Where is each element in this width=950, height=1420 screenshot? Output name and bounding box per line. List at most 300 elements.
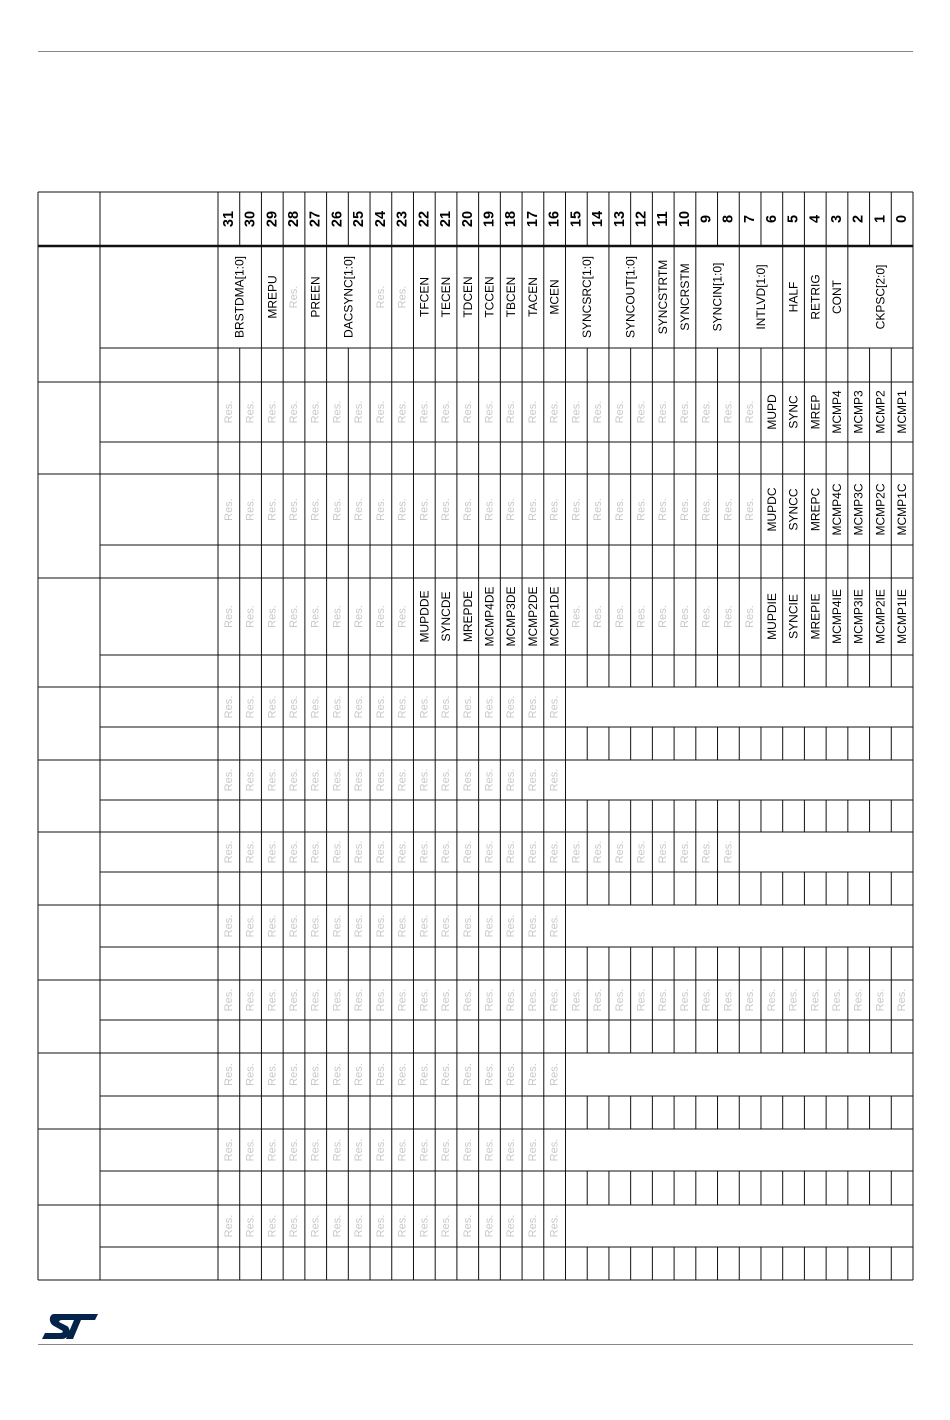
reserved-bit-label: Res.	[613, 605, 626, 628]
reserved-bit-label: Res.	[548, 914, 561, 938]
reserved-bit-label: Res.	[526, 840, 539, 864]
field-label-mcmp1ie: MCMP1IE	[895, 589, 910, 644]
reserved-bit-label: Res.	[461, 400, 474, 424]
field-label-mupdc: MUPDC	[764, 487, 779, 532]
st-logo-icon	[40, 1312, 102, 1342]
reserved-bit-label: Res.	[526, 1063, 539, 1086]
reserved-bit-label: Res.	[483, 840, 496, 864]
reserved-bit-label: Res.	[526, 768, 539, 792]
reserved-bit-label: Res.	[679, 605, 691, 628]
field-label-retrig: RETRIG	[808, 274, 823, 320]
field-label-cont: CONT	[830, 280, 844, 314]
reserved-bit-label: Res.	[222, 605, 235, 628]
reserved-bit-label: Res.	[744, 605, 757, 628]
reserved-bit-label: Res.	[548, 1138, 561, 1162]
reserved-bit-label: Res.	[396, 498, 409, 521]
reserved-bit-label: Res.	[353, 914, 366, 938]
reserved-bit-label: Res.	[635, 605, 648, 628]
field-label-tacen: TACEN	[525, 277, 540, 317]
field-label-mcmp4de: MCMP4DE	[482, 586, 497, 647]
reserved-bit-label: Res.	[526, 914, 539, 938]
bit-number-28: 28	[286, 210, 302, 228]
reserved-bit-label: Res.	[570, 605, 583, 628]
reserved-bit-label: Res.	[461, 1138, 474, 1162]
bit-number-8: 8	[720, 214, 737, 224]
reserved-bit-label: Res.	[374, 840, 387, 864]
reserved-bit-label: Res.	[722, 605, 735, 628]
reserved-bit-label: Res.	[244, 498, 257, 521]
reserved-bit-label: Res.	[331, 840, 344, 864]
reserved-bit-label: Res.	[505, 1214, 518, 1238]
field-label-syncde: SYNCDE	[439, 591, 453, 642]
reserved-bit-label: Res.	[526, 1138, 539, 1162]
bit-number-4: 4	[807, 214, 824, 224]
reserved-bit-label: Res.	[505, 988, 518, 1012]
bit-number-3: 3	[829, 214, 845, 224]
reserved-bit-label: Res.	[244, 1138, 257, 1162]
reserved-bit-label: Res.	[288, 1063, 300, 1086]
reserved-bit-label: Res.	[374, 605, 387, 628]
field-label-mupd: MUPD	[764, 394, 779, 430]
field-label-tdcen: TDCEN	[460, 276, 475, 318]
reserved-bit-label: Res.	[288, 914, 300, 938]
field-label-ckpsc-2-0-: CKPSC[2:0]	[873, 264, 888, 330]
reserved-bit-label: Res.	[461, 1063, 474, 1086]
field-label-mcmp1de: MCMP1DE	[547, 586, 562, 647]
field-label-sync: SYNC	[786, 395, 801, 429]
reserved-bit-label: Res.	[353, 840, 366, 864]
reserved-bit-label: Res.	[244, 695, 257, 719]
reserved-bit-label: Res.	[331, 1214, 344, 1238]
reserved-bit-label: Res.	[722, 988, 735, 1012]
reserved-bit-label: Res.	[309, 1138, 322, 1162]
reserved-bit-label: Res.	[613, 498, 626, 521]
reserved-bit-label: Res.	[744, 988, 757, 1012]
reserved-bit-label: Res.	[353, 400, 366, 424]
reserved-bit-label: Res.	[222, 914, 235, 938]
reserved-bit-label: Res.	[222, 840, 235, 864]
reserved-bit-label: Res.	[418, 840, 431, 864]
reserved-bit-label: Res.	[461, 914, 474, 938]
bit-number-5: 5	[785, 214, 802, 224]
reserved-bit-label: Res.	[657, 400, 670, 424]
reserved-bit-label: Res.	[679, 840, 691, 864]
reserved-bit-label: Res.	[440, 1214, 452, 1238]
reserved-bit-label: Res.	[787, 988, 800, 1012]
field-label-mcen: MCEN	[547, 279, 562, 315]
reserved-bit-label: Res.	[548, 768, 561, 792]
reserved-bit-label: Res.	[483, 914, 496, 938]
reserved-bit-label: Res.	[418, 1063, 431, 1086]
bit-number-0: 0	[894, 214, 911, 224]
reserved-bit-label: Res.	[309, 695, 322, 719]
reserved-bit-label: Res.	[483, 400, 496, 424]
reserved-bit-label: Res.	[374, 988, 387, 1012]
bit-number-9: 9	[698, 214, 715, 224]
reserved-bit-label: Res.	[613, 400, 626, 424]
bit-number-13: 13	[611, 210, 628, 228]
bit-number-7: 7	[742, 214, 759, 224]
reserved-bit-label: Res.	[635, 988, 648, 1012]
field-label-syncsrc-1-0-: SYNCSRC[1:0]	[580, 255, 595, 339]
field-label-brstdma-1-0-: BRSTDMA[1:0]	[232, 255, 247, 339]
reserved-bit-label: Res.	[331, 1063, 344, 1086]
field-label-syncin-1-0-: SYNCIN[1:0]	[710, 262, 725, 332]
reserved-bit-label: Res.	[483, 695, 496, 719]
reserved-bit-label: Res.	[374, 1214, 387, 1238]
bit-number-23: 23	[394, 210, 411, 228]
reserved-bit-label: Res.	[331, 988, 344, 1012]
reserved-bit-label: Res.	[309, 1214, 322, 1238]
reserved-bit-label: Res.	[613, 988, 626, 1012]
reserved-bit-label: Res.	[809, 988, 822, 1012]
reserved-bit-label: Res.	[570, 988, 583, 1012]
reserved-bit-label: Res.	[309, 840, 322, 864]
st-logo	[40, 1312, 102, 1347]
reserved-bit-label: Res.	[288, 1214, 300, 1238]
field-label-mcmp1c: MCMP1C	[895, 483, 910, 536]
field-label-mcmp2: MCMP2	[873, 390, 888, 434]
reserved-bit-label: Res.	[613, 840, 626, 864]
reserved-bit-label: Res.	[679, 400, 691, 424]
reserved-bit-label: Res.	[700, 498, 713, 521]
reserved-bit-label: Res.	[396, 695, 409, 719]
reserved-bit-label: Res.	[266, 914, 279, 938]
reserved-bit-label: Res.	[440, 400, 452, 424]
reserved-bit-label: Res.	[244, 914, 257, 938]
reserved-bit-label: Res.	[222, 1063, 235, 1086]
reserved-bit-label: Res.	[288, 768, 300, 792]
field-label-mrepu: MREPU	[265, 275, 280, 319]
bit-number-20: 20	[459, 210, 476, 228]
reserved-bit-label: Res.	[548, 1214, 561, 1238]
reserved-bit-label: Res.	[353, 695, 366, 719]
reserved-bit-label: Res.	[266, 400, 279, 424]
reserved-bit-label: Res.	[418, 695, 431, 719]
reserved-bit-label: Res.	[266, 605, 279, 628]
reserved-bit-label: Res.	[353, 498, 366, 521]
reserved-bit-label: Res.	[548, 400, 561, 424]
reserved-bit-label: Res.	[309, 914, 322, 938]
bit-number-26: 26	[329, 210, 346, 228]
reserved-bit-label: Res.	[396, 285, 409, 309]
reserved-bit-label: Res.	[548, 840, 561, 864]
reserved-bit-label: Res.	[266, 695, 279, 719]
field-label-mcmp3c: MCMP3C	[851, 483, 866, 536]
reserved-bit-label: Res.	[592, 840, 605, 864]
field-label-mcmp3ie: MCMP3IE	[851, 589, 866, 644]
reserved-bit-label: Res.	[679, 988, 691, 1012]
reserved-bit-label: Res.	[244, 1214, 257, 1238]
reserved-bit-label: Res.	[288, 695, 300, 719]
reserved-bit-label: Res.	[679, 498, 691, 521]
reserved-bit-label: Res.	[657, 840, 670, 864]
field-label-mcmp2ie: MCMP2IE	[873, 589, 888, 644]
field-label-mrepde: MREPDE	[460, 590, 475, 643]
reserved-bit-label: Res.	[635, 840, 648, 864]
reserved-bit-label: Res.	[483, 498, 496, 521]
reserved-bit-label: Res.	[374, 768, 387, 792]
reserved-bit-label: Res.	[244, 605, 257, 628]
field-label-tbcen: TBCEN	[504, 276, 519, 318]
reserved-bit-label: Res.	[526, 988, 539, 1012]
reserved-bit-label: Res.	[222, 1138, 235, 1162]
reserved-bit-label: Res.	[440, 768, 452, 792]
field-label-tfcen: TFCEN	[417, 277, 432, 317]
reserved-bit-label: Res.	[396, 605, 409, 628]
reserved-bit-label: Res.	[222, 695, 235, 719]
field-label-mcmp2c: MCMP2C	[873, 483, 888, 536]
reserved-bit-label: Res.	[505, 840, 518, 864]
reserved-bit-label: Res.	[396, 400, 409, 424]
reserved-bit-label: Res.	[700, 400, 713, 424]
reserved-bit-label: Res.	[526, 400, 539, 424]
reserved-bit-label: Res.	[288, 498, 300, 521]
reserved-bit-label: Res.	[353, 1063, 366, 1086]
field-label-preen: PREEN	[308, 276, 323, 318]
reserved-bit-label: Res.	[657, 988, 670, 1012]
reserved-bit-label: Res.	[222, 988, 235, 1012]
reserved-bit-label: Res.	[592, 605, 605, 628]
field-label-syncstrtm: SYNCSTRTM	[656, 259, 671, 335]
reserved-bit-label: Res.	[570, 840, 583, 864]
reserved-bit-label: Res.	[222, 768, 235, 792]
field-label-mcmp3de: MCMP3DE	[504, 586, 519, 647]
reserved-bit-label: Res.	[440, 914, 452, 938]
bit-number-24: 24	[372, 210, 389, 228]
reserved-bit-label: Res.	[288, 605, 300, 628]
reserved-bit-label: Res.	[396, 1063, 409, 1086]
reserved-bit-label: Res.	[353, 768, 366, 792]
reserved-bit-label: Res.	[700, 988, 713, 1012]
reserved-bit-label: Res.	[418, 1214, 431, 1238]
reserved-bit-label: Res.	[374, 1063, 387, 1086]
reserved-bit-label: Res.	[700, 605, 713, 628]
field-label-mcmp4ie: MCMP4IE	[830, 589, 844, 644]
reserved-bit-label: Res.	[722, 400, 735, 424]
field-label-mupdde: MUPDDE	[417, 590, 432, 643]
reserved-bit-label: Res.	[244, 768, 257, 792]
reserved-bit-label: Res.	[418, 1138, 431, 1162]
reserved-bit-label: Res.	[418, 400, 431, 424]
reserved-bit-label: Res.	[288, 400, 300, 424]
reserved-bit-label: Res.	[266, 1214, 279, 1238]
bit-number-21: 21	[438, 210, 454, 228]
field-label-mrepc: MREPC	[808, 487, 823, 532]
reserved-bit-label: Res.	[244, 988, 257, 1012]
reserved-bit-label: Res.	[331, 605, 344, 628]
reserved-bit-label: Res.	[353, 1214, 366, 1238]
field-label-mrep: MREP	[808, 394, 823, 430]
reserved-bit-label: Res.	[396, 1138, 409, 1162]
reserved-bit-label: Res.	[483, 768, 496, 792]
reserved-bit-label: Res.	[440, 695, 452, 719]
reserved-bit-label: Res.	[722, 498, 735, 521]
reserved-bit-label: Res.	[244, 840, 257, 864]
reserved-bit-label: Res.	[418, 988, 431, 1012]
reserved-bit-label: Res.	[744, 498, 757, 521]
reserved-bit-label: Res.	[440, 840, 452, 864]
reserved-bit-label: Res.	[526, 1214, 539, 1238]
reserved-bit-label: Res.	[309, 400, 322, 424]
reserved-bit-label: Res.	[461, 498, 474, 521]
reserved-bit-label: Res.	[374, 285, 387, 309]
field-label-mupdie: MUPDIE	[764, 593, 779, 640]
reserved-bit-label: Res.	[396, 768, 409, 792]
bit-number-30: 30	[242, 210, 259, 228]
reserved-bit-label: Res.	[548, 695, 561, 719]
reserved-bit-label: Res.	[461, 1214, 474, 1238]
footer-rule	[38, 1344, 913, 1345]
reserved-bit-label: Res.	[896, 988, 909, 1012]
reserved-bit-label: Res.	[331, 400, 344, 424]
field-label-half: HALF	[786, 281, 801, 313]
bit-number-10: 10	[677, 210, 693, 228]
bit-number-25: 25	[351, 210, 368, 228]
reserved-bit-label: Res.	[526, 498, 539, 521]
reserved-bit-label: Res.	[461, 988, 474, 1012]
field-label-intlvd-1-0-: INTLVD[1:0]	[754, 264, 768, 330]
reserved-bit-label: Res.	[483, 1214, 496, 1238]
reserved-bit-label: Res.	[331, 695, 344, 719]
reserved-bit-label: Res.	[244, 1063, 257, 1086]
field-label-mrepie: MREPIE	[808, 593, 823, 640]
reserved-bit-label: Res.	[353, 988, 366, 1012]
reserved-bit-label: Res.	[505, 1138, 518, 1162]
reserved-bit-label: Res.	[396, 988, 409, 1012]
bit-number-16: 16	[546, 210, 563, 228]
reserved-bit-label: Res.	[765, 988, 778, 1012]
reserved-bit-label: Res.	[440, 1063, 452, 1086]
reserved-bit-label: Res.	[592, 400, 605, 424]
reserved-bit-label: Res.	[461, 695, 474, 719]
reserved-bit-label: Res.	[374, 498, 387, 521]
bit-number-2: 2	[850, 214, 867, 224]
reserved-bit-label: Res.	[852, 988, 865, 1012]
bit-number-29: 29	[264, 210, 281, 228]
field-label-syncc: SYNCC	[786, 488, 801, 531]
reserved-bit-label: Res.	[548, 1063, 561, 1086]
reserved-bit-label: Res.	[353, 605, 366, 628]
reserved-bit-label: Res.	[266, 768, 279, 792]
reserved-bit-label: Res.	[440, 988, 452, 1012]
reserved-bit-label: Res.	[266, 840, 279, 864]
bit-number-14: 14	[590, 210, 607, 228]
reserved-bit-label: Res.	[309, 768, 322, 792]
reserved-bit-label: Res.	[440, 498, 452, 521]
reserved-bit-label: Res.	[505, 400, 518, 424]
reserved-bit-label: Res.	[222, 1214, 235, 1238]
reserved-bit-label: Res.	[222, 400, 235, 424]
reserved-bit-label: Res.	[266, 498, 279, 521]
reserved-bit-label: Res.	[374, 914, 387, 938]
reserved-bit-label: Res.	[418, 498, 431, 521]
reserved-bit-label: Res.	[288, 840, 300, 864]
field-label-mcmp2de: MCMP2DE	[525, 586, 540, 647]
field-label-mcmp3: MCMP3	[851, 390, 866, 434]
reserved-bit-label: Res.	[309, 988, 322, 1012]
reserved-bit-label: Res.	[222, 498, 235, 521]
reserved-bit-label: Res.	[440, 1138, 452, 1162]
reserved-bit-label: Res.	[700, 840, 713, 864]
reserved-bit-label: Res.	[461, 840, 474, 864]
bit-number-27: 27	[307, 210, 324, 228]
reserved-bit-label: Res.	[374, 1138, 387, 1162]
reserved-bit-label: Res.	[331, 768, 344, 792]
reserved-bit-label: Res.	[635, 400, 648, 424]
field-label-tecen: TECEN	[439, 276, 453, 318]
reserved-bit-label: Res.	[374, 695, 387, 719]
reserved-bit-label: Res.	[874, 988, 887, 1012]
bit-number-17: 17	[524, 210, 541, 228]
reserved-bit-label: Res.	[309, 605, 322, 628]
field-label-syncie: SYNCIE	[786, 594, 801, 639]
reserved-bit-label: Res.	[244, 400, 257, 424]
reserved-bit-label: Res.	[331, 914, 344, 938]
reserved-bit-label: Res.	[396, 1214, 409, 1238]
reserved-bit-label: Res.	[505, 914, 518, 938]
reserved-bit-label: Res.	[309, 1063, 322, 1086]
reserved-bit-label: Res.	[592, 988, 605, 1012]
reserved-bit-label: Res.	[505, 768, 518, 792]
field-label-syncrstm: SYNCRSTM	[678, 263, 692, 331]
reserved-bit-label: Res.	[396, 840, 409, 864]
reserved-bit-label: Res.	[483, 988, 496, 1012]
reserved-bit-label: Res.	[266, 1138, 279, 1162]
reserved-bit-label: Res.	[418, 914, 431, 938]
reserved-bit-label: Res.	[548, 498, 561, 521]
reserved-bit-label: Res.	[418, 768, 431, 792]
reserved-bit-label: Res.	[331, 498, 344, 521]
reserved-bit-label: Res.	[483, 1138, 496, 1162]
reserved-bit-label: Res.	[396, 914, 409, 938]
bit-number-31: 31	[220, 210, 237, 228]
reserved-bit-label: Res.	[483, 1063, 496, 1086]
reserved-bit-label: Res.	[353, 1138, 366, 1162]
bit-number-11: 11	[655, 211, 672, 227]
reserved-bit-label: Res.	[266, 1063, 279, 1086]
reserved-bit-label: Res.	[657, 605, 670, 628]
field-label-mcmp1: MCMP1	[895, 390, 910, 434]
reserved-bit-label: Res.	[744, 400, 757, 424]
reserved-bit-label: Res.	[570, 498, 583, 521]
bit-number-15: 15	[568, 210, 585, 228]
reserved-bit-label: Res.	[635, 498, 648, 521]
bit-number-19: 19	[481, 210, 498, 228]
bit-number-6: 6	[763, 214, 780, 224]
bit-number-18: 18	[503, 210, 520, 228]
reserved-bit-label: Res.	[288, 988, 300, 1012]
reserved-bit-label: Res.	[374, 400, 387, 424]
reserved-bit-label: Res.	[266, 988, 279, 1012]
reserved-bit-label: Res.	[831, 988, 843, 1012]
reserved-bit-label: Res.	[505, 1063, 518, 1086]
reserved-bit-label: Res.	[722, 840, 735, 864]
bit-number-22: 22	[416, 210, 433, 228]
reserved-bit-label: Res.	[288, 1138, 300, 1162]
bit-number-12: 12	[633, 210, 650, 228]
reserved-bit-label: Res.	[505, 498, 518, 521]
field-label-mcmp4c: MCMP4C	[830, 483, 844, 536]
reserved-bit-label: Res.	[331, 1138, 344, 1162]
field-label-dacsync-1-0-: DACSYNC[1:0]	[341, 255, 356, 339]
reserved-bit-label: Res.	[309, 498, 322, 521]
reserved-bit-label: Res.	[505, 695, 518, 719]
reserved-bit-label: Res.	[657, 498, 670, 521]
reserved-bit-label: Res.	[548, 988, 561, 1012]
reserved-bit-label: Res.	[526, 695, 539, 719]
reserved-bit-label: Res.	[461, 768, 474, 792]
